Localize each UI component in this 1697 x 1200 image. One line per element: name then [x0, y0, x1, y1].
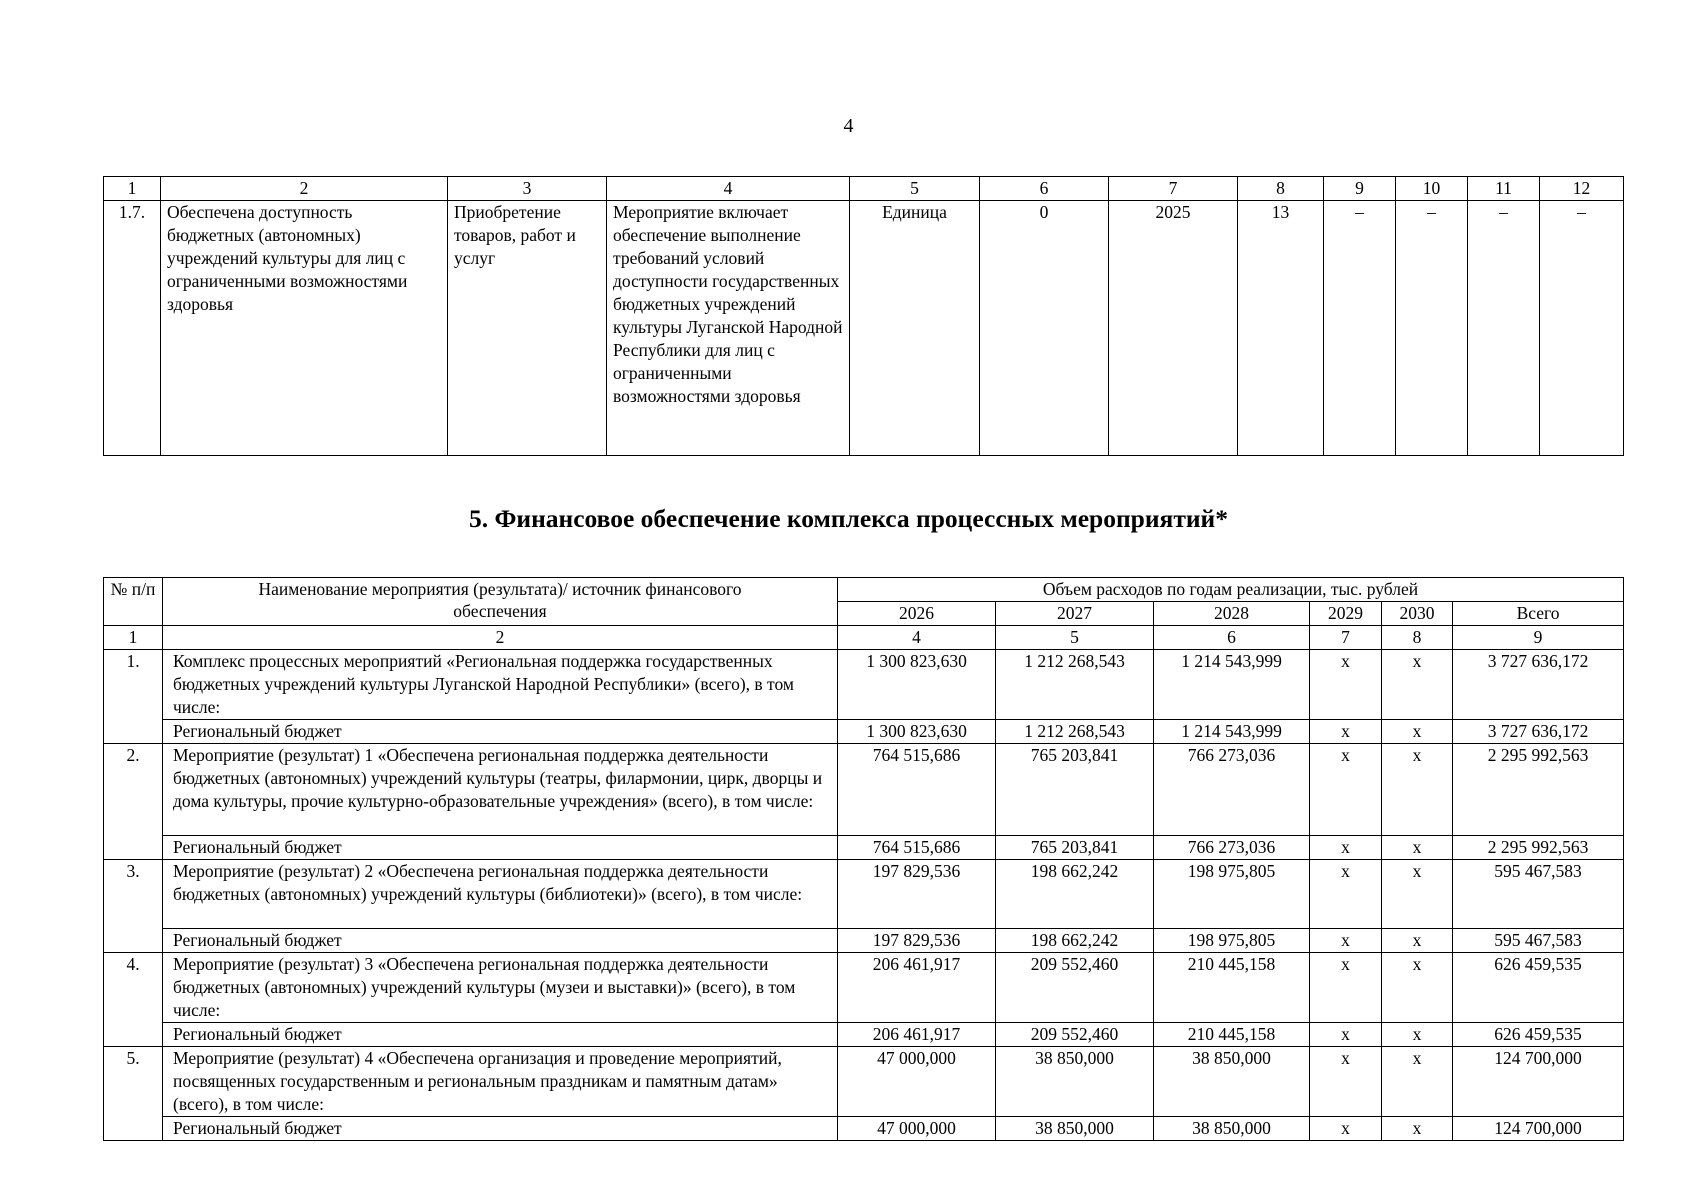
row-name: Мероприятие (результат) 4 «Обеспечена организация и проведение мероприятий, посвященных государственным и региональным праздникам и памятным датам» (всего), в том числе:	[163, 1047, 838, 1117]
header-name: Наименование мероприятия (результата)/ источник финансового обеспечения	[163, 578, 838, 626]
value-2026: 47 000,000	[838, 1047, 996, 1117]
value-2029: x	[1310, 953, 1382, 1023]
value-2026: 197 829,536	[838, 860, 996, 929]
sub-value-2029: x	[1310, 929, 1382, 953]
sub-value-total: 3 727 636,172	[1453, 720, 1624, 744]
header-year: 2030	[1382, 602, 1453, 626]
col-number: 6	[980, 177, 1109, 201]
row-number: 4.	[104, 953, 163, 1047]
row-value: –	[1540, 201, 1624, 456]
value-2029: x	[1310, 860, 1382, 929]
sub-name: Региональный бюджет	[163, 720, 838, 744]
sub-value-2027: 1 212 268,543	[996, 720, 1154, 744]
table-subrow	[104, 1023, 1624, 1047]
header-year: 2026	[838, 602, 996, 626]
sub-value-2027: 765 203,841	[996, 836, 1154, 860]
value-2030: x	[1382, 953, 1453, 1023]
row-type: Приобретение товаров, работ и услуг	[448, 201, 607, 456]
row-value: –	[1468, 201, 1540, 456]
sub-name: Региональный бюджет	[163, 1117, 838, 1141]
col-number: 11	[1468, 177, 1540, 201]
sub-value-2029: x	[1310, 1023, 1382, 1047]
row-value: –	[1396, 201, 1468, 456]
row-value: –	[1324, 201, 1396, 456]
section-heading: 5. Финансовое обеспечение комплекса процессных мероприятий*	[468, 504, 1229, 533]
value-2028: 210 445,158	[1154, 953, 1310, 1023]
value-2027: 765 203,841	[996, 744, 1154, 836]
sub-value-2030: x	[1382, 720, 1453, 744]
col-number: 8	[1238, 177, 1324, 201]
row-base-value: 0	[980, 201, 1109, 456]
col-number: 8	[1382, 626, 1453, 650]
col-number: 2	[163, 626, 838, 650]
value-2030: x	[1382, 860, 1453, 929]
column-number-row	[104, 177, 1624, 201]
value-2026: 1 300 823,630	[838, 650, 996, 720]
row-value: 13	[1238, 201, 1324, 456]
table-row	[104, 953, 1624, 1023]
row-name: Обеспечена доступность бюджетных (автономных) учреждений культуры для лиц с ограниченными возможностями здоровья	[161, 201, 448, 456]
value-2026: 206 461,917	[838, 953, 996, 1023]
sub-value-2030: x	[1382, 929, 1453, 953]
table-row	[104, 860, 1624, 929]
col-number: 12	[1540, 177, 1624, 201]
sub-value-2030: x	[1382, 836, 1453, 860]
sub-value-2028: 198 975,805	[1154, 929, 1310, 953]
value-total: 124 700,000	[1453, 1047, 1624, 1117]
value-total: 2 295 992,563	[1453, 744, 1624, 836]
header-total: Всего	[1453, 602, 1624, 626]
row-number: 1.	[104, 650, 163, 744]
sub-value-total: 626 459,535	[1453, 1023, 1624, 1047]
row-name: Мероприятие (результат) 3 «Обеспечена региональная поддержка деятельности бюджетных (автономных) учреждений культуры (музеи и выставки)» (всего), в том числе:	[163, 953, 838, 1023]
sub-value-2026: 206 461,917	[838, 1023, 996, 1047]
sub-value-2028: 210 445,158	[1154, 1023, 1310, 1047]
col-number: 1	[104, 177, 161, 201]
col-number: 9	[1453, 626, 1624, 650]
table-row	[104, 650, 1624, 720]
value-2027: 38 850,000	[996, 1047, 1154, 1117]
value-2030: x	[1382, 744, 1453, 836]
col-number: 10	[1396, 177, 1468, 201]
col-number: 1	[104, 626, 163, 650]
value-2030: x	[1382, 1047, 1453, 1117]
row-name: Мероприятие (результат) 1 «Обеспечена региональная поддержка деятельности бюджетных (автономных) учреждений культуры (театры, филармонии, цирк, дворцы и дома культуры, прочие культурно-образовательные учреждения» (всего), в том числе:	[163, 744, 838, 836]
sub-value-2030: x	[1382, 1117, 1453, 1141]
sub-value-2027: 198 662,242	[996, 929, 1154, 953]
header-num: № п/п	[104, 578, 163, 626]
table-subrow	[104, 836, 1624, 860]
col-number: 9	[1324, 177, 1396, 201]
value-2029: x	[1310, 744, 1382, 836]
row-name: Мероприятие (результат) 2 «Обеспечена региональная поддержка деятельности бюджетных (автономных) учреждений культуры (библиотеки)» (всего), в том числе:	[163, 860, 838, 929]
value-2026: 764 515,686	[838, 744, 996, 836]
table-subrow	[104, 1117, 1624, 1141]
sub-value-2029: x	[1310, 720, 1382, 744]
sub-name: Региональный бюджет	[163, 929, 838, 953]
table-subrow	[104, 720, 1624, 744]
sub-value-total: 595 467,583	[1453, 929, 1624, 953]
row-description: Мероприятие включает обеспечение выполнение требований условий доступности государственных бюджетных учреждений культуры Луганской Народной Республики для лиц с ограниченными возможностями здоровья	[607, 201, 850, 456]
financing-table	[103, 577, 1624, 1141]
table-subrow	[104, 929, 1624, 953]
header-year: 2027	[996, 602, 1154, 626]
column-number-row	[104, 626, 1624, 650]
page-number: 4	[843, 115, 854, 137]
col-number: 7	[1310, 626, 1382, 650]
row-base-year: 2025	[1109, 201, 1238, 456]
col-number: 4	[607, 177, 850, 201]
col-number: 5	[850, 177, 980, 201]
value-2030: x	[1382, 650, 1453, 720]
value-2028: 38 850,000	[1154, 1047, 1310, 1117]
col-number: 6	[1154, 626, 1310, 650]
value-2028: 198 975,805	[1154, 860, 1310, 929]
sub-value-2030: x	[1382, 1023, 1453, 1047]
sub-value-2027: 209 552,460	[996, 1023, 1154, 1047]
sub-value-total: 2 295 992,563	[1453, 836, 1624, 860]
sub-value-2026: 47 000,000	[838, 1117, 996, 1141]
col-number: 3	[448, 177, 607, 201]
sub-value-2029: x	[1310, 836, 1382, 860]
col-number: 5	[996, 626, 1154, 650]
indicators-table	[103, 176, 1624, 456]
col-number: 4	[838, 626, 996, 650]
header-year: 2029	[1310, 602, 1382, 626]
sub-name: Региональный бюджет	[163, 836, 838, 860]
value-2027: 198 662,242	[996, 860, 1154, 929]
value-2027: 1 212 268,543	[996, 650, 1154, 720]
row-name: Комплекс процессных мероприятий «Региональная поддержка государственных бюджетных учреждений культуры Луганской Народной Республики» (всего), в том числе:	[163, 650, 838, 720]
row-number: 2.	[104, 744, 163, 860]
value-2028: 1 214 543,999	[1154, 650, 1310, 720]
row-number: 1.7.	[104, 201, 161, 456]
value-total: 626 459,535	[1453, 953, 1624, 1023]
sub-value-total: 124 700,000	[1453, 1117, 1624, 1141]
sub-value-2026: 1 300 823,630	[838, 720, 996, 744]
header-year: 2028	[1154, 602, 1310, 626]
sub-value-2026: 764 515,686	[838, 836, 996, 860]
row-number: 3.	[104, 860, 163, 953]
sub-name: Региональный бюджет	[163, 1023, 838, 1047]
sub-value-2027: 38 850,000	[996, 1117, 1154, 1141]
value-2027: 209 552,460	[996, 953, 1154, 1023]
row-number: 5.	[104, 1047, 163, 1141]
col-number: 7	[1109, 177, 1238, 201]
sub-value-2028: 1 214 543,999	[1154, 720, 1310, 744]
row-unit: Единица	[850, 201, 980, 456]
value-2029: x	[1310, 650, 1382, 720]
value-total: 3 727 636,172	[1453, 650, 1624, 720]
value-total: 595 467,583	[1453, 860, 1624, 929]
value-2029: x	[1310, 1047, 1382, 1117]
sub-value-2028: 766 273,036	[1154, 836, 1310, 860]
sub-value-2029: x	[1310, 1117, 1382, 1141]
header-volume: Объем расходов по годам реализации, тыс. рублей	[838, 578, 1624, 602]
col-number: 2	[161, 177, 448, 201]
table-row	[104, 1047, 1624, 1117]
sub-value-2026: 197 829,536	[838, 929, 996, 953]
value-2028: 766 273,036	[1154, 744, 1310, 836]
table-row	[104, 201, 1624, 456]
table-row	[104, 744, 1624, 836]
sub-value-2028: 38 850,000	[1154, 1117, 1310, 1141]
